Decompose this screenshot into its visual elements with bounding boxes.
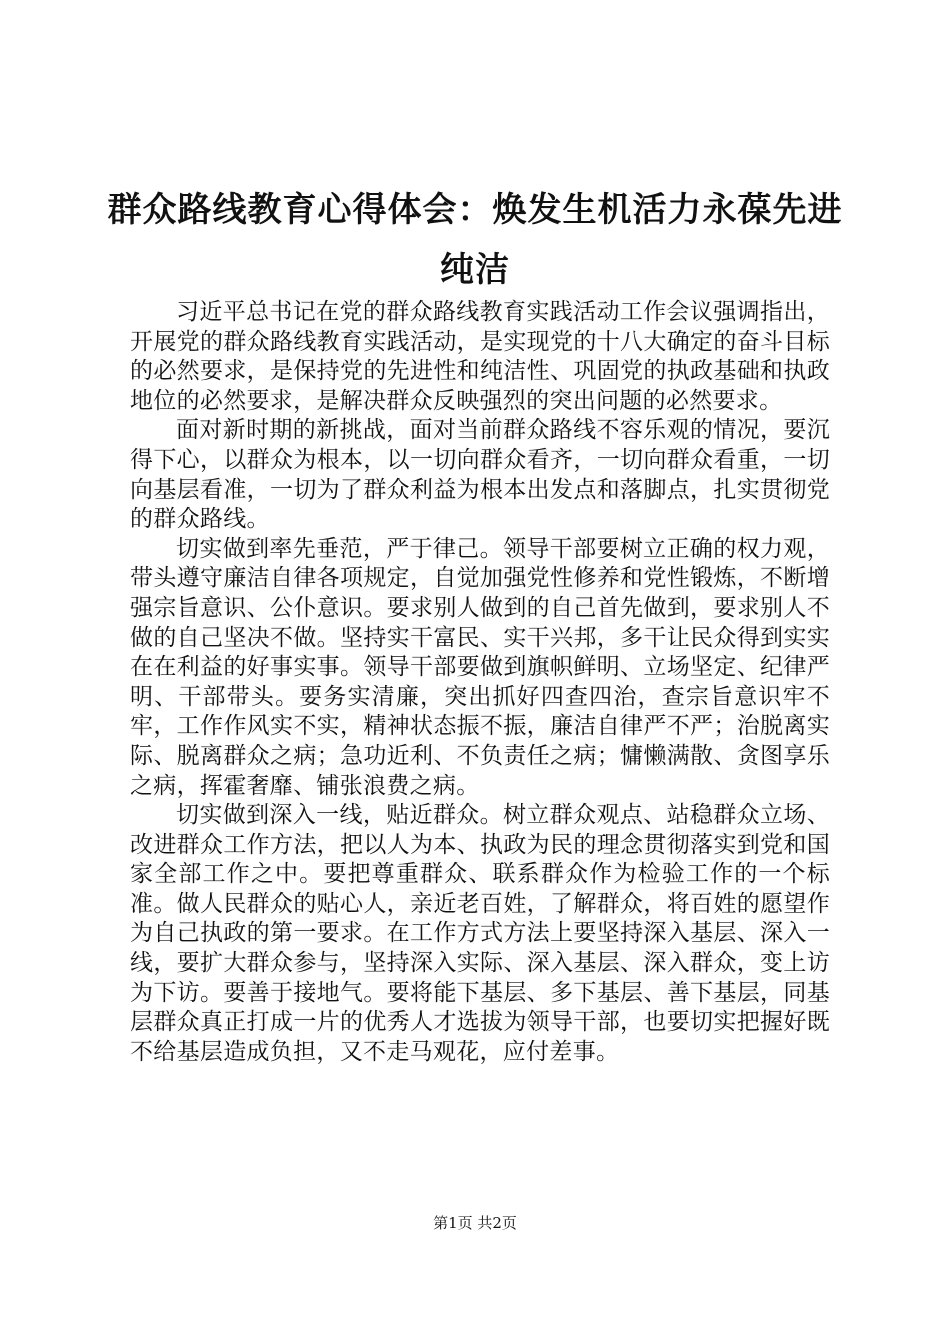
paragraph-2: 面对新时期的新挑战，面对当前群众路线不容乐观的情况，要沉得下心，以群众为根本，以一切向群众看齐，一切向群众看重，一切向基层看准，一切为了群众利益为根本出发点和落脚点，扎实贯彻党的群众路线。 xyxy=(130,417,830,533)
paragraph-3: 切实做到率先垂范，严于律己。领导干部要树立正确的权力观，带头遵守廉洁自律各项规定，自觉加强党性修养和党性锻炼，不断增强宗旨意识、公仆意识。要求别人做到的自己首先做到，要求别人不做的自己坚决不做。坚持实干富民、实干兴邦，多干让民众得到实实在在利益的好事实事。领导干部要做到旗帜鲜明、立场坚定、纪律严明、干部带头。要务实清廉，突出抓好四查四治，查宗旨意识牢不牢，工作作风实不实，精神状态振不振，廉洁自律严不严；治脱离实际、脱离群众之病；急功近利、不负责任之病；慵懒满散、贪图享乐之病，挥霍奢靡、铺张浪费之病。 xyxy=(130,535,830,799)
document-title: 群众路线教育心得体会：焕发生机活力永葆先进纯洁 xyxy=(107,190,843,290)
paragraph-4: 切实做到深入一线，贴近群众。树立群众观点、站稳群众立场、改进群众工作方法，把以人为本、执政为民的理念贯彻落实到党和国家全部工作之中。要把尊重群众、联系群众作为检验工作的一个标准。做人民群众的贴心人，亲近老百姓，了解群众，将百姓的愿望作为自己执政的第一要求。在工作方式方法上要坚持深入基层、深入一线，要扩大群众参与，坚持深入实际、深入基层、深入群众，变上访为下访。要善于接地气。要将能下基层、多下基层、善下基层，同基层群众真正打成一片的优秀人才选拔为领导干部，也要切实把握好既不给基层造成负担，又不走马观花，应付差事。 xyxy=(130,802,830,1065)
page-number-footer: 第1页 共2页 xyxy=(433,1214,517,1232)
document-body xyxy=(130,298,830,1067)
paragraph-1: 习近平总书记在党的群众路线教育实践活动工作会议强调指出，开展党的群众路线教育实践活动，是实现党的十八大确定的奋斗目标的必然要求，是保持党的先进性和纯洁性、巩固党的执政基础和执政地位的必然要求，是解决群众反映强烈的突出问题的必然要求。 xyxy=(130,299,830,414)
